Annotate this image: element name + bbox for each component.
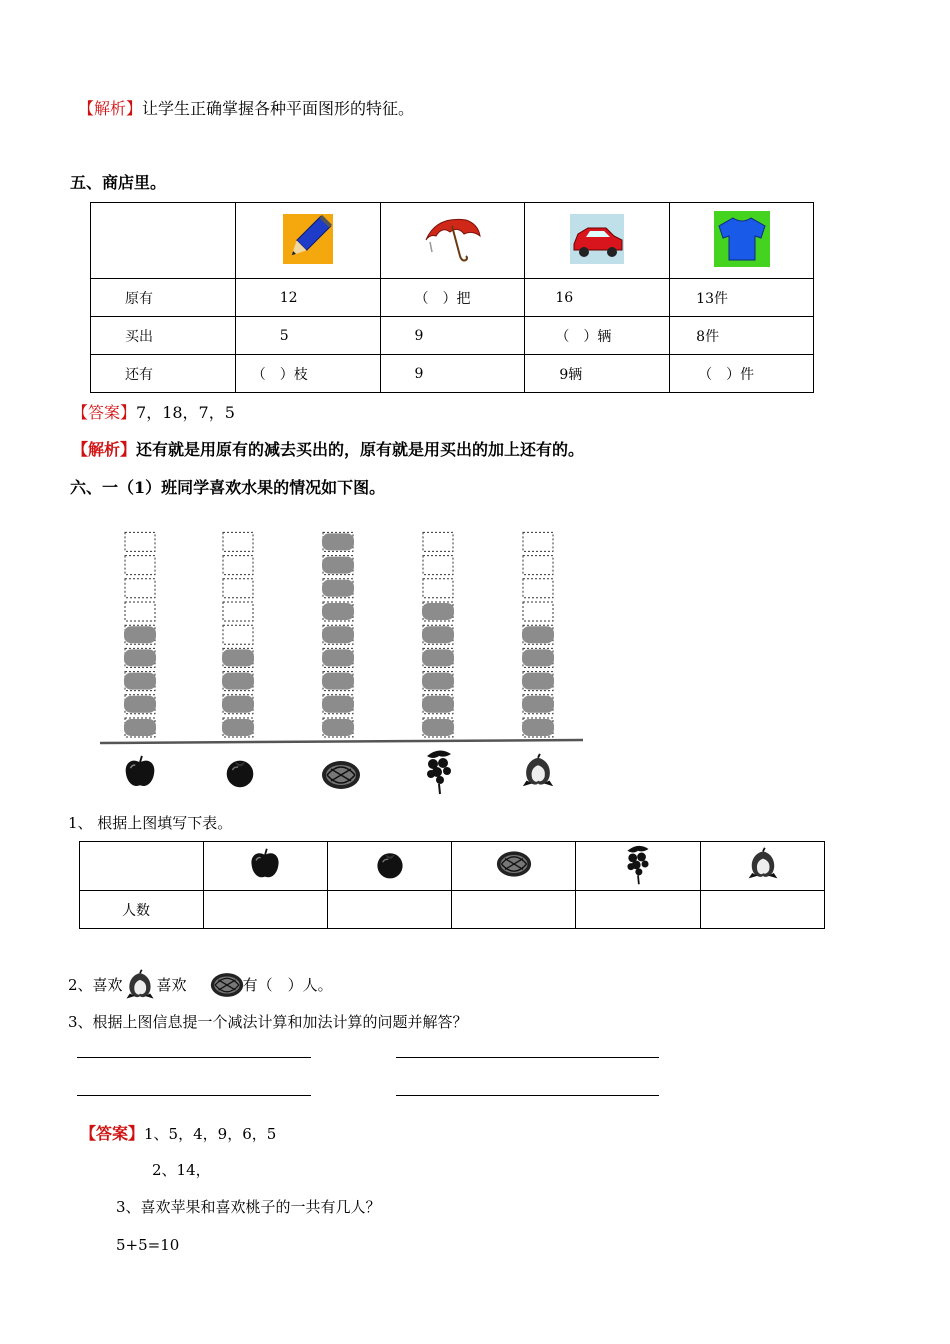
- tally-box: [223, 532, 253, 551]
- section6-title: 六、一（1）班同学喜欢水果的情况如下图。: [70, 478, 386, 497]
- answer-line[interactable]: [396, 1095, 659, 1096]
- answer-line[interactable]: [77, 1057, 311, 1058]
- tshirt-cell: [670, 203, 814, 279]
- shop-table-corner: [91, 203, 236, 279]
- apple-icon: [247, 846, 283, 882]
- tally-fill: [124, 673, 156, 690]
- table-cell: 13件: [670, 279, 814, 317]
- grape-icon: [427, 750, 451, 794]
- tally-fill: [522, 719, 554, 736]
- tally-fill: [322, 626, 354, 643]
- umbrella-cell: [380, 203, 525, 279]
- row-label-count: 人数: [80, 891, 204, 929]
- section5-answer: [72, 403, 235, 423]
- tally-box: [423, 579, 453, 598]
- tally-fill: [124, 719, 156, 736]
- tally-fill: [222, 673, 254, 690]
- tally-fill: [124, 696, 156, 713]
- answer-text: 7，18，7，5: [136, 403, 235, 422]
- watermelon-icon: [322, 761, 360, 789]
- fruit-header: [701, 842, 825, 891]
- answer-tag: 【答案】: [72, 403, 137, 422]
- fruit-header: [576, 842, 701, 891]
- answer-line4: 5+5=10: [116, 1236, 180, 1254]
- q1-text: 1、 根据上图填写下表。: [68, 814, 233, 832]
- tally-box: [523, 579, 553, 598]
- tally-box: [223, 625, 253, 644]
- answer-line1: 1、5，4，9，6，5: [144, 1125, 277, 1143]
- tally-fill: [222, 696, 254, 713]
- tally-box: [423, 532, 453, 551]
- count-blank[interactable]: [701, 891, 825, 929]
- fruit-header: [327, 842, 452, 891]
- apple-icon: [126, 756, 155, 786]
- car-icon: [568, 212, 626, 266]
- fruit-header: [452, 842, 576, 891]
- table-cell: （ ）枝: [235, 355, 380, 393]
- tally-box: [125, 532, 155, 551]
- q2-prefix: 2、喜欢: [68, 976, 123, 994]
- tally-box: [423, 556, 453, 575]
- analysis-tag: 【解析】: [78, 99, 143, 118]
- q2-text: [68, 968, 333, 1002]
- tally-fill: [222, 719, 254, 736]
- table-cell: 9: [380, 317, 525, 355]
- q2-mid: 喜欢: [156, 976, 187, 994]
- fruit-count-table: [79, 841, 825, 929]
- row-label-original: 原有: [91, 279, 236, 317]
- peach-icon: [123, 968, 157, 1002]
- table-cell: （ ）件: [670, 355, 814, 393]
- tally-fill: [124, 626, 156, 643]
- tally-fill: [322, 557, 354, 574]
- answer-line3: 3、喜欢苹果和喜欢桃子的一共有几人？: [116, 1198, 381, 1216]
- chart-baseline: [100, 740, 583, 743]
- tally-fill: [422, 603, 454, 620]
- section5-title: 五、商店里。: [70, 173, 167, 192]
- fruit-table-corner: [80, 842, 204, 891]
- top-analysis: [78, 99, 414, 119]
- tally-fill: [422, 719, 454, 736]
- grape-icon: [620, 842, 656, 886]
- tally-box: [223, 579, 253, 598]
- tally-fill: [522, 649, 554, 666]
- tally-fill: [222, 649, 254, 666]
- tally-fill: [422, 626, 454, 643]
- shop-table: [90, 202, 814, 393]
- pencil-icon: [281, 212, 335, 266]
- tally-fill: [124, 649, 156, 666]
- answer-line2: 2、14，: [152, 1161, 211, 1179]
- fruit-header: [203, 842, 327, 891]
- watermelon-icon: [207, 968, 247, 1002]
- tally-box: [223, 602, 253, 621]
- tally-fill: [322, 533, 354, 550]
- tally-box: [223, 556, 253, 575]
- count-blank[interactable]: [203, 891, 327, 929]
- tally-box: [523, 532, 553, 551]
- count-blank[interactable]: [327, 891, 452, 929]
- tally-fill: [522, 673, 554, 690]
- peach-icon: [523, 754, 553, 786]
- count-blank[interactable]: [452, 891, 576, 929]
- tomato-icon: [372, 846, 408, 882]
- table-cell: 9辆: [525, 355, 670, 393]
- bar-apple: [124, 532, 156, 737]
- q3-text: 3、根据上图信息提一个减法计算和加法计算的问题并解答？: [68, 1013, 468, 1031]
- tally-fill: [522, 696, 554, 713]
- bar-grape: [422, 532, 454, 737]
- umbrella-icon: [420, 212, 484, 266]
- count-blank[interactable]: [576, 891, 701, 929]
- tally-fill: [322, 649, 354, 666]
- tshirt-icon: [713, 210, 771, 268]
- row-label-remaining: 还有: [91, 355, 236, 393]
- table-cell: 9: [380, 355, 525, 393]
- watermelon-icon: [493, 846, 535, 882]
- tally-box: [523, 556, 553, 575]
- table-cell: 16: [525, 279, 670, 317]
- section5-analysis: [72, 440, 584, 460]
- analysis-text: 让学生正确掌握各种平面图形的特征。: [142, 99, 415, 118]
- peach-icon: [745, 846, 781, 882]
- q2-suffix: 有（ ）人。: [242, 976, 333, 994]
- table-cell: 12: [235, 279, 380, 317]
- analysis-text: 还有就是用原有的减去买出的，原有就是用买出的加上还有的。: [136, 440, 585, 459]
- table-cell: 8件: [670, 317, 814, 355]
- bar-peach: [522, 532, 554, 737]
- fruit-pictograph: [95, 525, 595, 805]
- row-label-sold: 买出: [91, 317, 236, 355]
- tally-box: [125, 556, 155, 575]
- analysis-tag: 【解析】: [72, 440, 137, 459]
- answer-line[interactable]: [77, 1095, 311, 1096]
- tally-fill: [322, 580, 354, 597]
- tally-fill: [422, 649, 454, 666]
- section6-answer: [80, 1124, 276, 1144]
- table-cell: 5: [235, 317, 380, 355]
- car-cell: [525, 203, 670, 279]
- bar-tomato: [222, 532, 254, 737]
- tally-fill: [322, 603, 354, 620]
- tally-fill: [522, 626, 554, 643]
- tally-fill: [322, 696, 354, 713]
- tomato-icon: [227, 761, 254, 788]
- answer-line[interactable]: [396, 1057, 659, 1058]
- tally-fill: [322, 673, 354, 690]
- tally-fill: [422, 696, 454, 713]
- tally-fill: [322, 719, 354, 736]
- table-cell: （ ）辆: [525, 317, 670, 355]
- bar-watermelon: [322, 532, 354, 737]
- tally-box: [523, 602, 553, 621]
- pencil-cell: [235, 203, 380, 279]
- tally-box: [125, 602, 155, 621]
- tally-box: [125, 579, 155, 598]
- table-cell: （ ）把: [380, 279, 525, 317]
- tally-fill: [422, 673, 454, 690]
- answer-tag: 【答案】: [80, 1124, 145, 1143]
